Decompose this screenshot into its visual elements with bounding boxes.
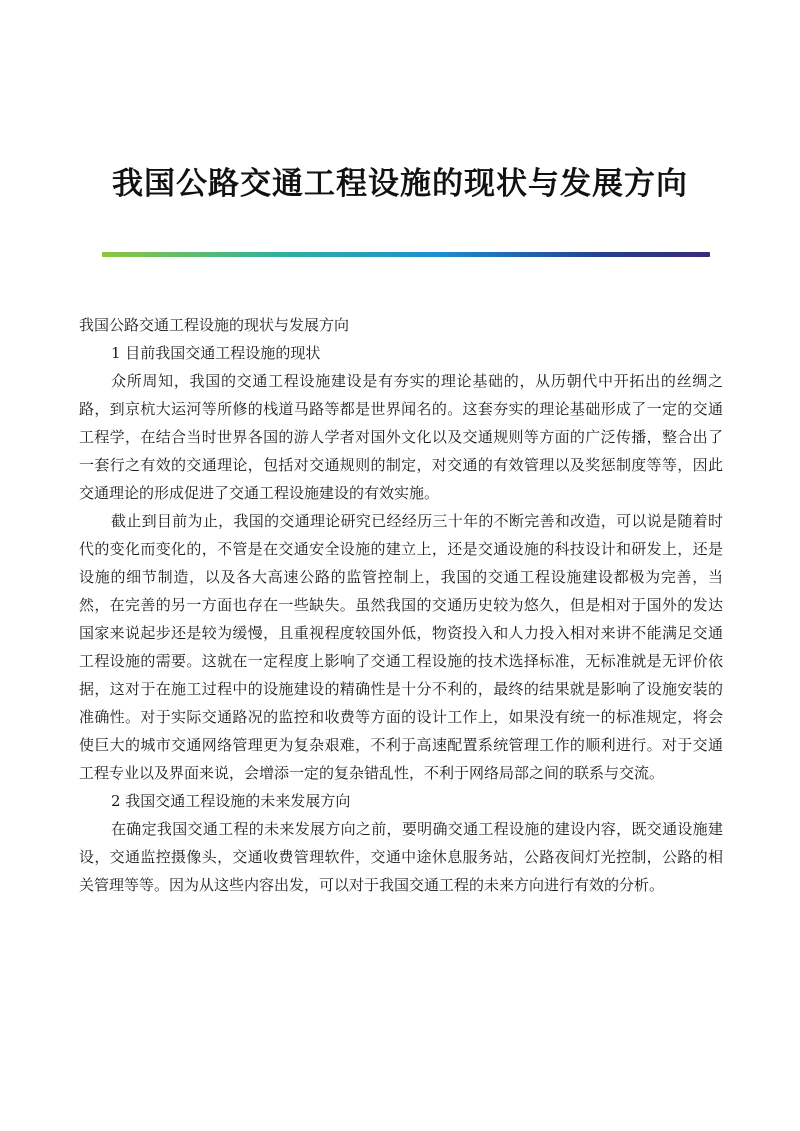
- paragraph-1: 众所周知，我国的交通工程设施建设是有夯实的理论基础的，从历朝代中开拓出的丝绸之路，到京杭大运河等所修的栈道马路等都是世界闻名的。这套夯实的理论基础形成了一定的交通工程学，在结合当时世界各国的游人学者对国外文化以及交通规则等方面的广泛传播，整合出了一套行之有效的交通理论，包括对交通规则的制定，对交通的有效管理以及奖惩制度等等，因此交通理论的形成促进了交通工程设施建设的有效实施。: [79, 372, 723, 502]
- title-gradient-divider: [102, 252, 710, 257]
- document-body: [79, 311, 723, 899]
- paragraph-3: 在确定我国交通工程的未来发展方向之前，要明确交通工程设施的建设内容，既交通设施建设，交通监控摄像头，交通收费管理软件，交通中途休息服务站，公路夜间灯光控制，公路的相关管理等等。因为从这些内容出发，可以对于我国交通工程的未来方向进行有效的分析。: [79, 820, 723, 894]
- body-title-line: 我国公路交通工程设施的现状与发展方向: [79, 316, 350, 334]
- paragraph-2: 截止到目前为止，我国的交通理论研究已经经历三十年的不断完善和改造，可以说是随着时代的变化而变化的，不管是在交通安全设施的建立上，还是交通设施的科技设计和研发上，还是设施的细节制造，以及各大高速公路的监管控制上，我国的交通工程设施建设都极为完善，当然，在完善的另一方面也存在一些缺失。虽然我国的交通历史较为悠久，但是相对于国外的发达国家来说起步还是较为缓慢，且重视程度较国外低，物资投入和人力投入相对来讲不能满足交通工程设施的需要。这就在一定程度上影响了交通工程设施的技术选择标准，无标准就是无评价依据，这对于在施工过程中的设施建设的精确性是十分不利的，最终的结果就是影响了设施安装的准确性。对于实际交通路况的监控和收费等方面的设计工作上，如果没有统一的标准规定，将会使巨大的城市交通网络管理更为复杂艰难，不利于高速配置系统管理工作的顺利进行。对于交通工程专业以及界面来说，会增添一定的复杂错乱性，不利于网络局部之间的联系与交流。: [79, 512, 723, 782]
- section-heading-1: 1 目前我国交通工程设施的现状: [111, 344, 321, 362]
- document-title: 我国公路交通工程设施的现状与发展方向: [112, 166, 688, 202]
- section-heading-2: 2 我国交通工程设施的未来发展方向: [111, 792, 351, 810]
